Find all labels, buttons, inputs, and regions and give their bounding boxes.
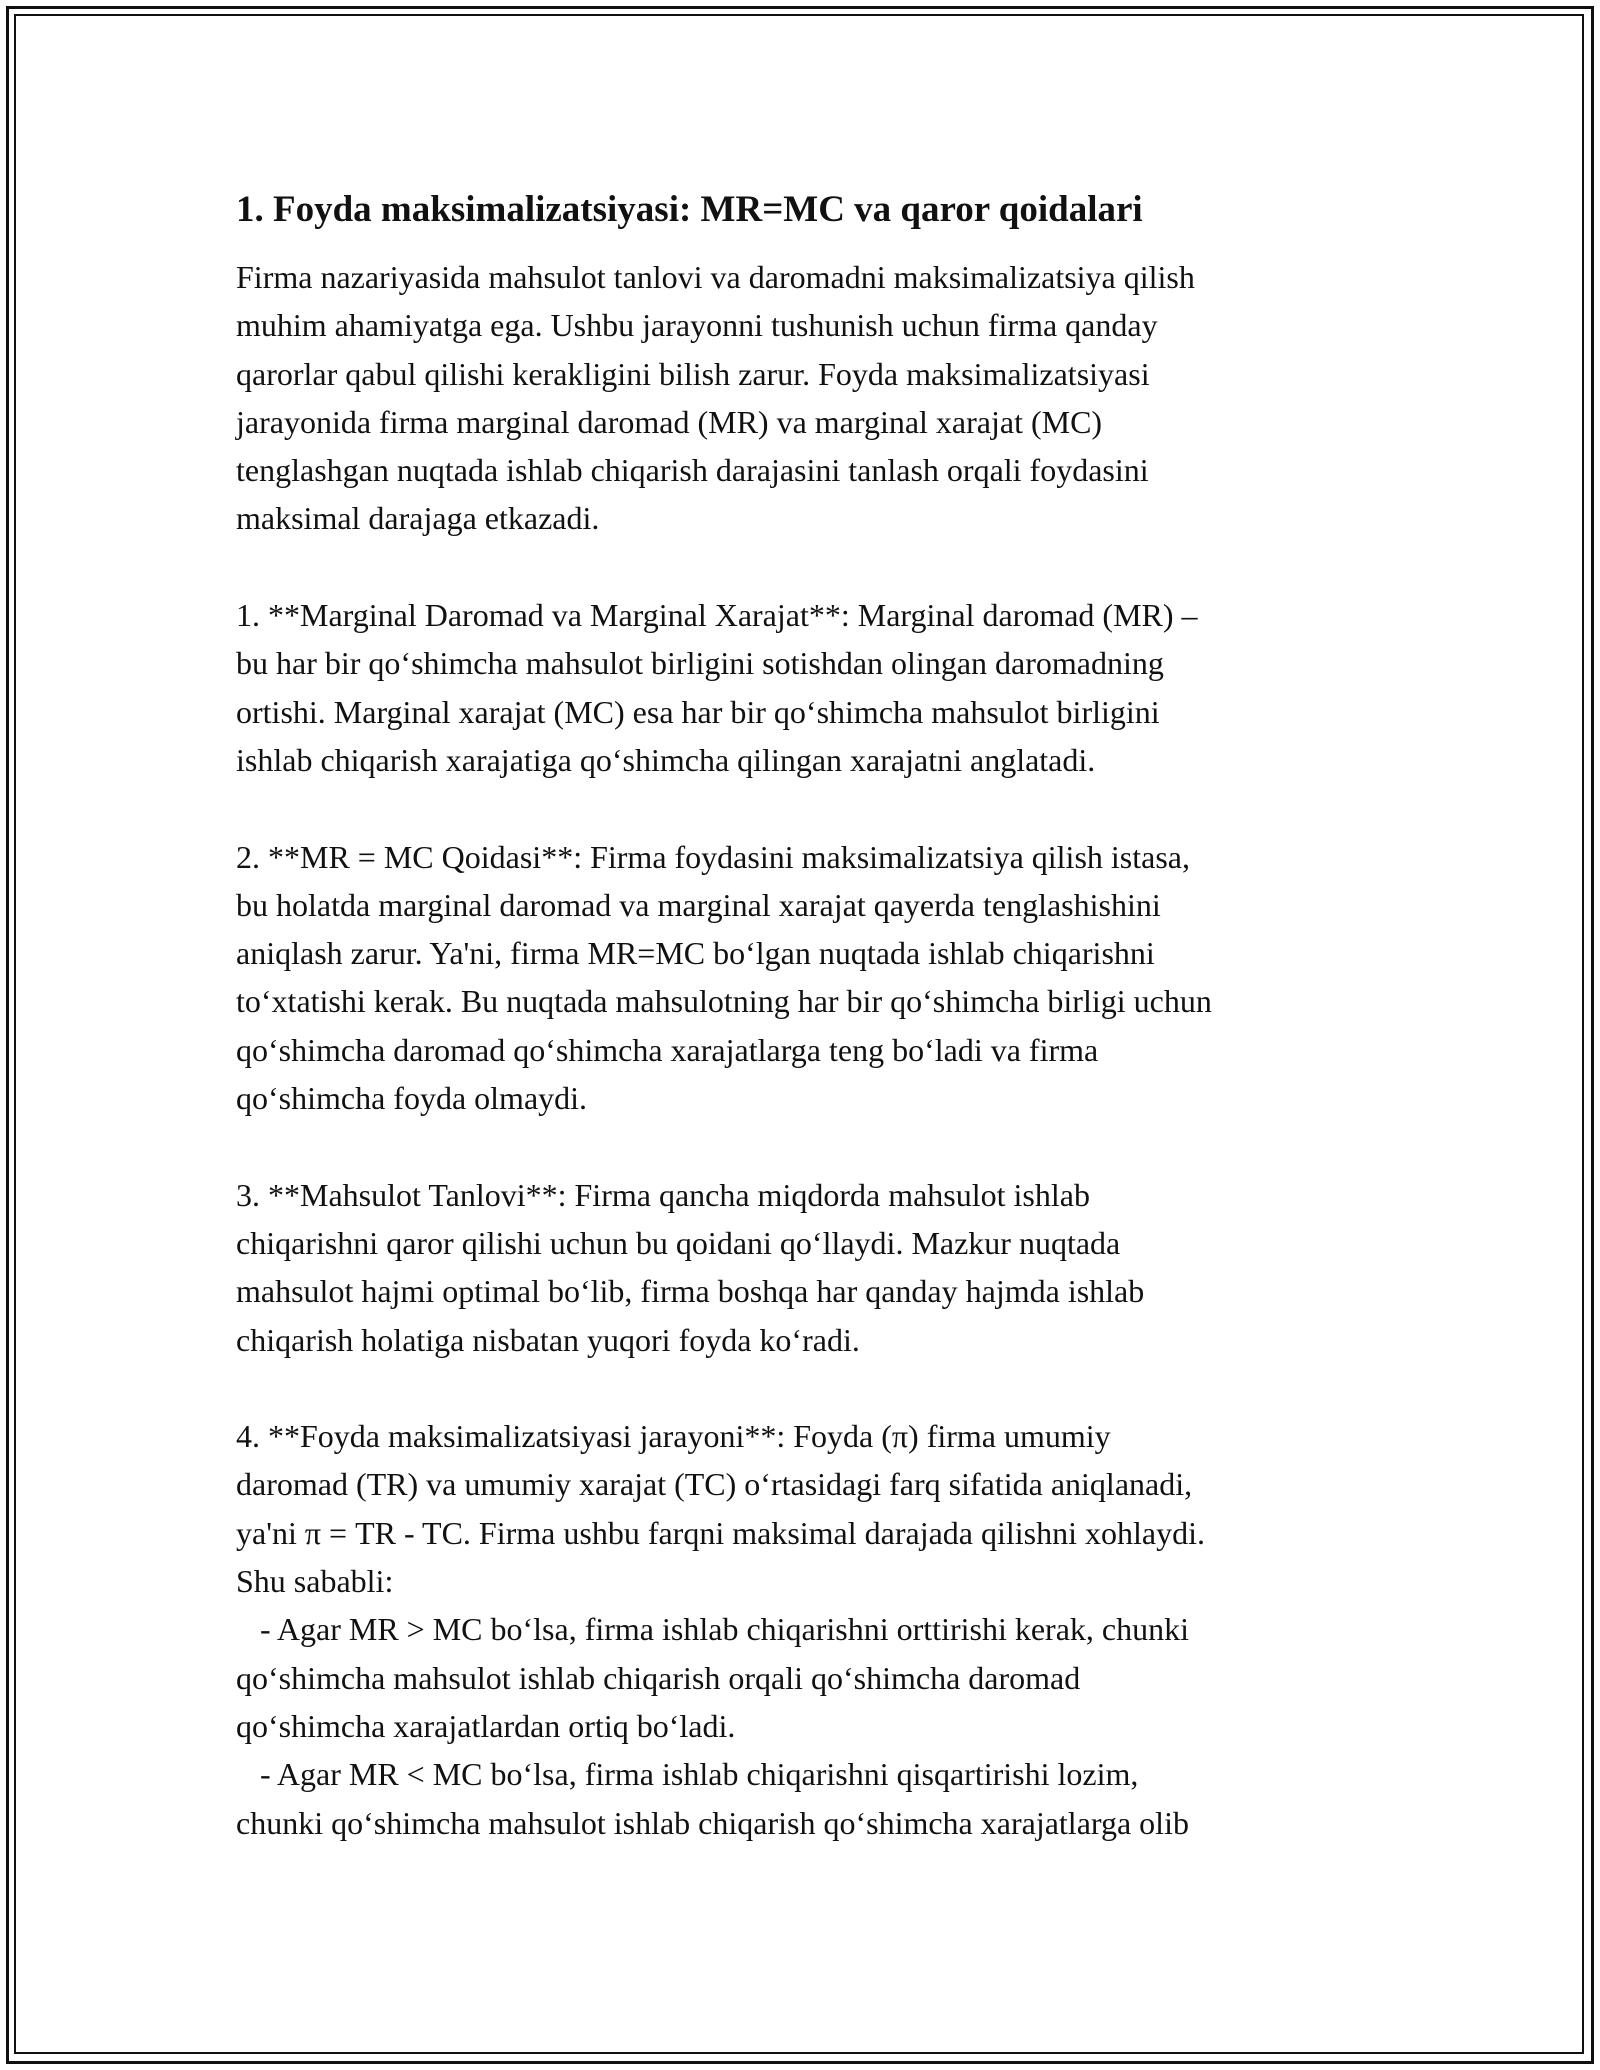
section-heading: 1. Foyda maksimalizatsiyasi: MR=MC va qaror qoidalari bbox=[236, 189, 1143, 230]
body-text: Firma nazariyasida mahsulot tanlovi va daromadni maksimalizatsiya qilish muhim ahamiyatga ega. Ushbu jarayonni tushunish uchun firma qanday qarorlar qabul qilishi kerakligini bilish zarur. Foyda maksimalizatsiyasi jarayonida firma marginal daromad (MR) va marginal xarajat (MC) tenglashgan nuqtada ishlab chiqarish darajasini tanlash orqali foydasini maksimal darajaga etkazadi. 1. **Marginal Daromad va Marginal Xarajat**: Marginal daromad (MR) – bu har bir qo‘shimcha mahsulot birligini sotishdan olingan daromadning ortishi. Marginal xarajat (MC) esa har bir qo‘shimcha mahsulot birligini ishlab chiqarish xarajatiga qo‘shimcha qilingan xarajatni anglatadi. 2. **MR = MC Qoidasi**: Firma foydasini maksimalizatsiya qilish istasa, bu holatda marginal daromad va marginal xarajat qayerda tenglashishini aniqlash zarur. Ya'ni, firma MR=MC bo‘lgan nuqtada ishlab chiqarishni to‘xtatishi kerak. Bu nuqtada mahsulotning har bir qo‘shimcha birligi uchun qo‘shimcha daromad qo‘shimcha xarajatlarga teng bo‘ladi va firma qo‘shimcha foyda olmaydi. 3. **Mahsulot Tanlovi**: Firma qancha miqdorda mahsulot ishlab chiqarishni qaror qilishi uchun bu qoidani qo‘llaydi. Mazkur nuqtada mahsulot hajmi optimal bo‘lib, firma boshqa har qanday hajmda ishlab chiqarish holatiga nisbatan yuqori foyda ko‘radi. 4. **Foyda maksimalizatsiyasi jarayoni**: Foyda (π) firma umumiy daromad (TR) va umumiy xarajat (TC) o‘rtasidagi farq sifatida aniqlanadi, ya'ni π = TR - TC. Firma ushbu farqni maksimal darajada qilishni xohlaydi. Shu sababli: - Agar MR > MC bo‘lsa, firma ishlab chiqarishni orttirishi kerak, chunki qo‘shimcha mahsulot ishlab chiqarish orqali qo‘shimcha daromad qo‘shimcha xarajatlardan ortiq bo‘ladi. - Agar MR < MC bo‘lsa, firma ishlab chiqarishni qisqartirishi lozim, chunki qo‘shimcha mahsulot ishlab chiqarish qo‘shimcha xarajatlarga olib bbox=[236, 259, 1212, 1841]
page-content bbox=[236, 186, 1356, 1847]
